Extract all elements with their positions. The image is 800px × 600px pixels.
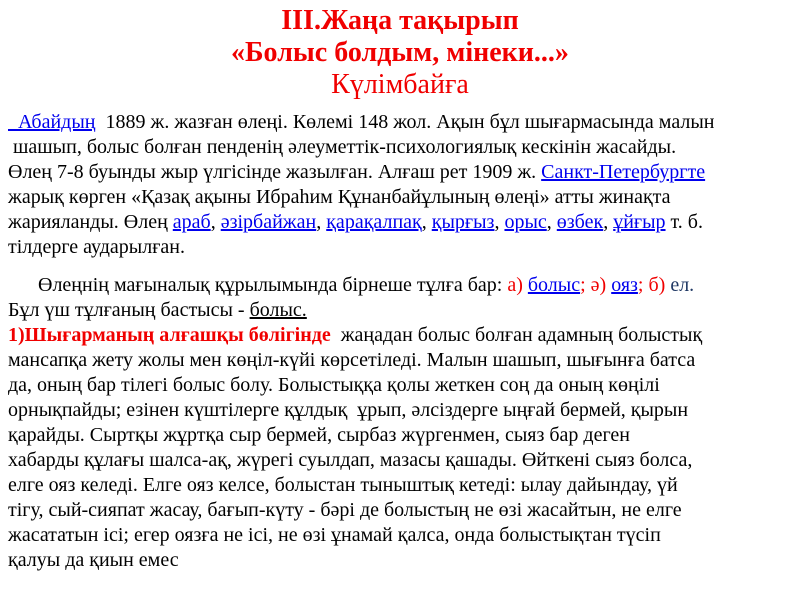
text-run: қалуы да қиын емес <box>8 549 179 571</box>
text-run: , <box>316 211 327 233</box>
text-run: 1889 ж. жазған өлеңі. Көлемі 148 жол. Ақын бұл шығармасында малын <box>95 111 715 133</box>
text-run: қарайды. Сыртқы жұртқа сыр бермей, сырбаз жүргенмен, сыяз бар деген <box>8 424 631 446</box>
link-ozbek[interactable]: өзбек <box>556 211 604 233</box>
text-run: Өлең 7-8 буынды жыр үлгісінде жазылған. Алғаш рет 1909 ж. <box>8 161 542 183</box>
title-line-2: «Болыс болдым, мінеки...» <box>231 37 569 68</box>
text-run: тілдерге аударылған. <box>8 236 186 258</box>
text-run: жарияланды. Өлең <box>8 211 173 233</box>
text-run: жаңадан болыс болған адамның болыстық <box>330 324 703 346</box>
text-line <box>8 235 794 260</box>
link-abaidyn[interactable]: Абайдың <box>8 111 96 133</box>
text-run: болыс. <box>249 299 307 321</box>
text-run: ; <box>637 274 649 296</box>
text-run: шашып, болыс болған пенденің әлеуметтік-психологиялық кескінін жасайды. <box>8 136 677 158</box>
text-line <box>8 348 794 373</box>
text-run: , <box>603 211 614 233</box>
text-line <box>8 498 794 523</box>
text-line <box>8 423 794 448</box>
link-kyrgyz[interactable]: қырғыз <box>431 211 495 233</box>
text-run: елге ояз келеді. Елге ояз келсе, болыстан тыныштық кетеді: ылау дайындау, үй <box>8 474 678 496</box>
link-uigyr[interactable]: ұйғыр <box>613 211 666 233</box>
text-run: 1)Шығарманың алғашқы бөлігінде <box>8 324 331 346</box>
text-run: мансапқа жету жолы мен көңіл-күйі көрсетіледі. Малын шашып, шығынға батса <box>8 349 696 371</box>
link-oyaz[interactable]: ояз <box>611 274 638 296</box>
link-sankt-peterburgte[interactable]: Санкт-Петербургте <box>541 161 706 183</box>
text-run: ; <box>580 274 591 296</box>
text-run: жасататын ісі; егер оязға не ісі, не өзі ұнамай қалса, онда болыстықтан түсіп <box>8 524 661 546</box>
text-run: жарық көрген «Қазақ ақыны Ибраһим Құнанбайұлының өлеңі» атты жинақта <box>8 186 671 208</box>
text-run: Өлеңнің мағыналық құрылымында бірнеше тұлға бар: <box>8 274 508 296</box>
text-run: а) <box>507 274 528 296</box>
text-run: ә) <box>590 274 612 296</box>
text-line <box>8 473 794 498</box>
slide-title <box>0 0 800 101</box>
text-line <box>8 548 794 573</box>
title-line-3: Күлімбайға <box>331 69 469 100</box>
text-run: , <box>494 211 505 233</box>
text-run: , <box>546 211 557 233</box>
text-line <box>8 323 794 348</box>
paragraph-analysis <box>8 273 794 573</box>
link-karakalpak[interactable]: қарақалпақ <box>326 211 422 233</box>
link-bolys[interactable]: болыс <box>527 274 581 296</box>
text-line <box>8 160 794 185</box>
paragraph-poem-intro <box>8 110 794 260</box>
text-run: ел. <box>670 274 695 296</box>
text-run: да, оның бар тілегі болыс болу. Болыстыққа қолы жеткен соң да оның көңілі <box>8 374 660 396</box>
text-run: б) <box>648 274 671 296</box>
text-line <box>8 135 794 160</box>
text-line <box>8 373 794 398</box>
link-azirbaizhan[interactable]: әзірбайжан <box>220 211 317 233</box>
text-line <box>8 523 794 548</box>
text-run: орнықпайды; езінен күштілерге құлдық ұрып, әлсіздерге ыңғай бермей, қырын <box>8 399 689 421</box>
text-run: хабарды құлағы шалса-ақ, жүрегі суылдап, мазасы қашады. Өйткені сыяз болса, <box>8 449 693 471</box>
text-run: Бұл үш тұлғаның бастысы - <box>8 299 250 321</box>
text-line <box>8 298 794 323</box>
text-line <box>8 210 794 235</box>
text-run: , <box>421 211 432 233</box>
text-line <box>8 448 794 473</box>
body-text <box>0 110 800 573</box>
text-line <box>8 398 794 423</box>
link-orys[interactable]: орыс <box>504 211 547 233</box>
text-line <box>8 273 794 298</box>
link-arab[interactable]: араб <box>172 211 211 233</box>
text-run: , <box>210 211 221 233</box>
text-line <box>8 185 794 210</box>
title-line-1: ІІІ.Жаңа тақырып <box>281 5 519 36</box>
text-line <box>8 110 794 135</box>
text-run: т. б. <box>665 211 703 233</box>
text-run: тігу, сый-сияпат жасау, бағып-күту - бәрі де болыстың не өзі жасайтын, не елге <box>8 499 682 521</box>
